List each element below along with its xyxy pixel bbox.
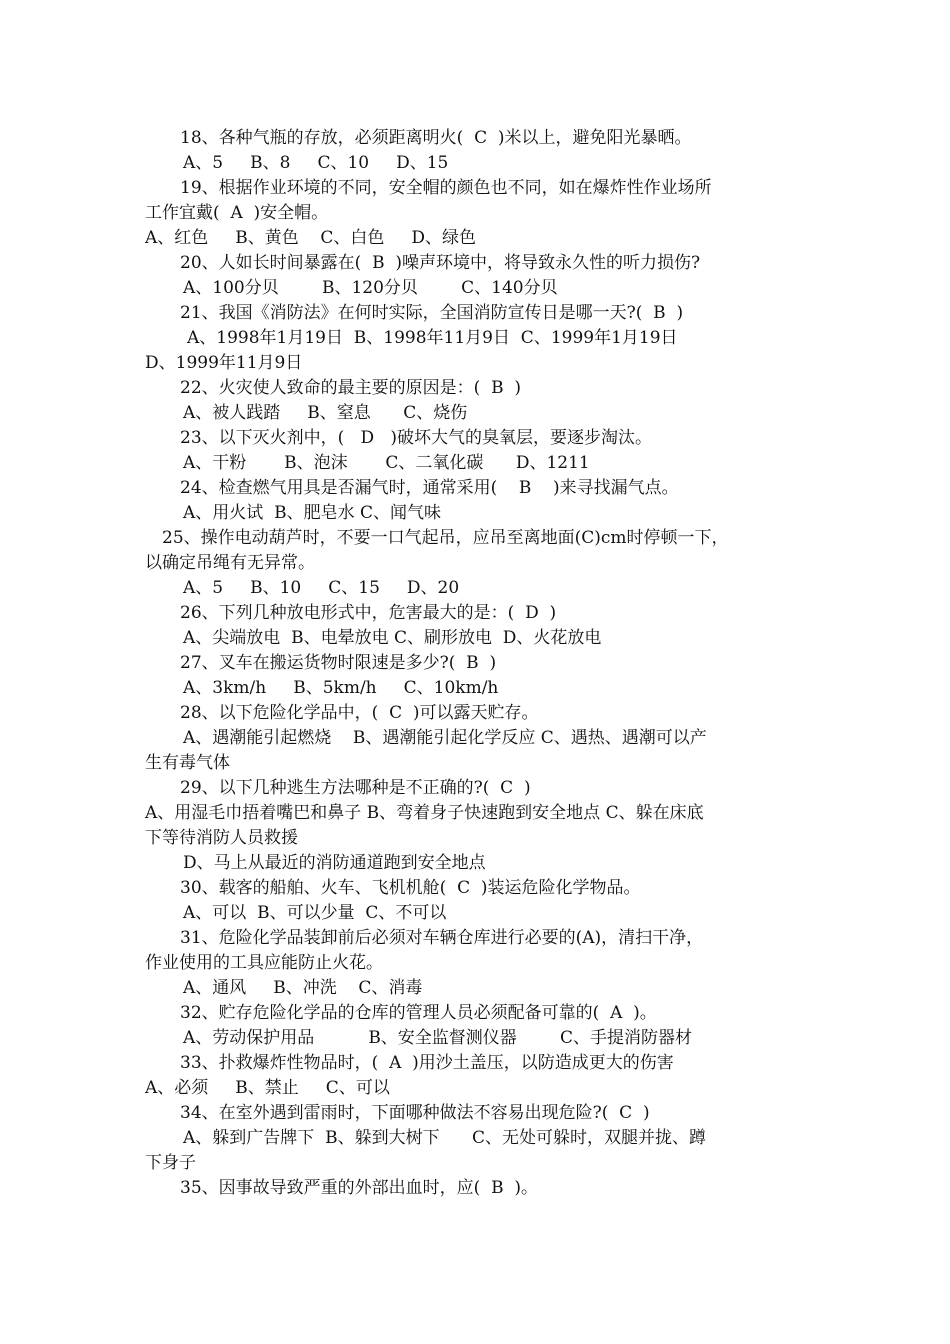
options-20: A、100分贝 B、120分贝 C、140分贝 <box>183 278 558 298</box>
options-29: A、用湿毛巾捂着嘴巴和鼻子 B、弯着身子快速跑到安全地点 C、躲在床底 <box>145 803 704 823</box>
options-28: A、遇潮能引起燃烧 B、遇潮能引起化学反应 C、遇热、遇潮可以产 <box>183 728 707 748</box>
options-34: A、躲到广告牌下 B、躲到大树下 C、无处可躲时，双腿并拢、蹲 <box>183 1128 707 1148</box>
options-32: A、劳动保护用品 B、安全监督测仪器 C、手提消防器材 <box>183 1028 693 1048</box>
options-21: A、1998年1月19日 B、1998年11月9日 C、1999年1月19日 <box>187 328 678 348</box>
question-19-cont: 工作宜戴( A )安全帽。 <box>145 203 329 223</box>
question-25-cont: 以确定吊绳有无异常。 <box>145 553 315 573</box>
question-19: 19、根据作业环境的不同，安全帽的颜色也不同，如在爆炸性作业场所 <box>180 178 712 198</box>
question-20: 20、人如长时间暴露在( B )噪声环境中，将导致永久性的听力损伤? <box>180 253 701 273</box>
question-30: 30、载客的船舶、火车、飞机机舱( C )装运危险化学物品。 <box>180 878 641 898</box>
options-23: A、干粉 B、泡沫 C、二氧化碳 D、1211 <box>183 453 590 473</box>
question-35: 35、因事故导致严重的外部出血时，应( B )。 <box>180 1178 539 1198</box>
options-21-cont: D、1999年11月9日 <box>145 353 303 373</box>
question-33: 33、扑救爆炸性物品时，( A )用沙土盖压，以防造成更大的伤害 <box>180 1053 674 1073</box>
question-29: 29、以下几种逃生方法哪种是不正确的?( C ) <box>180 778 531 798</box>
question-26: 26、下列几种放电形式中，危害最大的是：( D ) <box>180 603 557 623</box>
options-24: A、用火试 B、肥皂水 C、闻气味 <box>183 503 441 523</box>
question-23: 23、以下灭火剂中，( D )破坏大气的臭氧层，要逐步淘汰。 <box>180 428 652 448</box>
options-22: A、被人践踏 B、窒息 C、烧伤 <box>183 403 468 423</box>
options-28-cont: 生有毒气体 <box>145 753 230 773</box>
question-25: 25、操作电动葫芦时，不要一口气起吊，应吊至离地面(C)cm时停顿一下， <box>162 528 729 548</box>
question-27: 27、叉车在搬运货物时限速是多少?( B ) <box>180 653 497 673</box>
question-34: 34、在室外遇到雷雨时，下面哪种做法不容易出现危险?( C ) <box>180 1103 650 1123</box>
question-32: 32、贮存危险化学品的仓库的管理人员必须配备可靠的( A )。 <box>180 1003 657 1023</box>
question-28: 28、以下危险化学品中，( C )可以露天贮存。 <box>180 703 539 723</box>
question-24: 24、检查燃气用具是否漏气时，通常采用( B )来寻找漏气点。 <box>180 478 679 498</box>
question-31-cont: 作业使用的工具应能防止火花。 <box>145 953 383 973</box>
options-27: A、3km/h B、5km/h C、10km/h <box>183 678 499 698</box>
question-31: 31、危险化学品装卸前后必须对车辆仓库进行必要的(A)，清扫干净， <box>180 928 704 948</box>
options-30: A、可以 B、可以少量 C、不可以 <box>183 903 447 923</box>
options-34-cont: 下身子 <box>145 1153 196 1173</box>
question-18: 18、各种气瓶的存放，必须距离明火( C )米以上，避免阳光暴晒。 <box>180 128 692 148</box>
options-18: A、5 B、8 C、10 D、15 <box>183 153 449 173</box>
options-31: A、通风 B、冲洗 C、消毒 <box>183 978 423 998</box>
options-25: A、5 B、10 C、15 D、20 <box>183 578 460 598</box>
options-33: A、必须 B、禁止 C、可以 <box>145 1078 390 1098</box>
question-22: 22、火灾使人致命的最主要的原因是：( B ) <box>180 378 522 398</box>
options-29-d: D、马上从最近的消防通道跑到安全地点 <box>183 853 486 873</box>
question-21: 21、我国《消防法》在何时实际，全国消防宣传日是哪一天?( B ) <box>180 303 684 323</box>
options-19: A、红色 B、黄色 C、白色 D、绿色 <box>145 228 477 248</box>
options-29-cont: 下等待消防人员救援 <box>145 828 298 848</box>
options-26: A、尖端放电 B、电晕放电 C、刷形放电 D、火花放电 <box>183 628 602 648</box>
